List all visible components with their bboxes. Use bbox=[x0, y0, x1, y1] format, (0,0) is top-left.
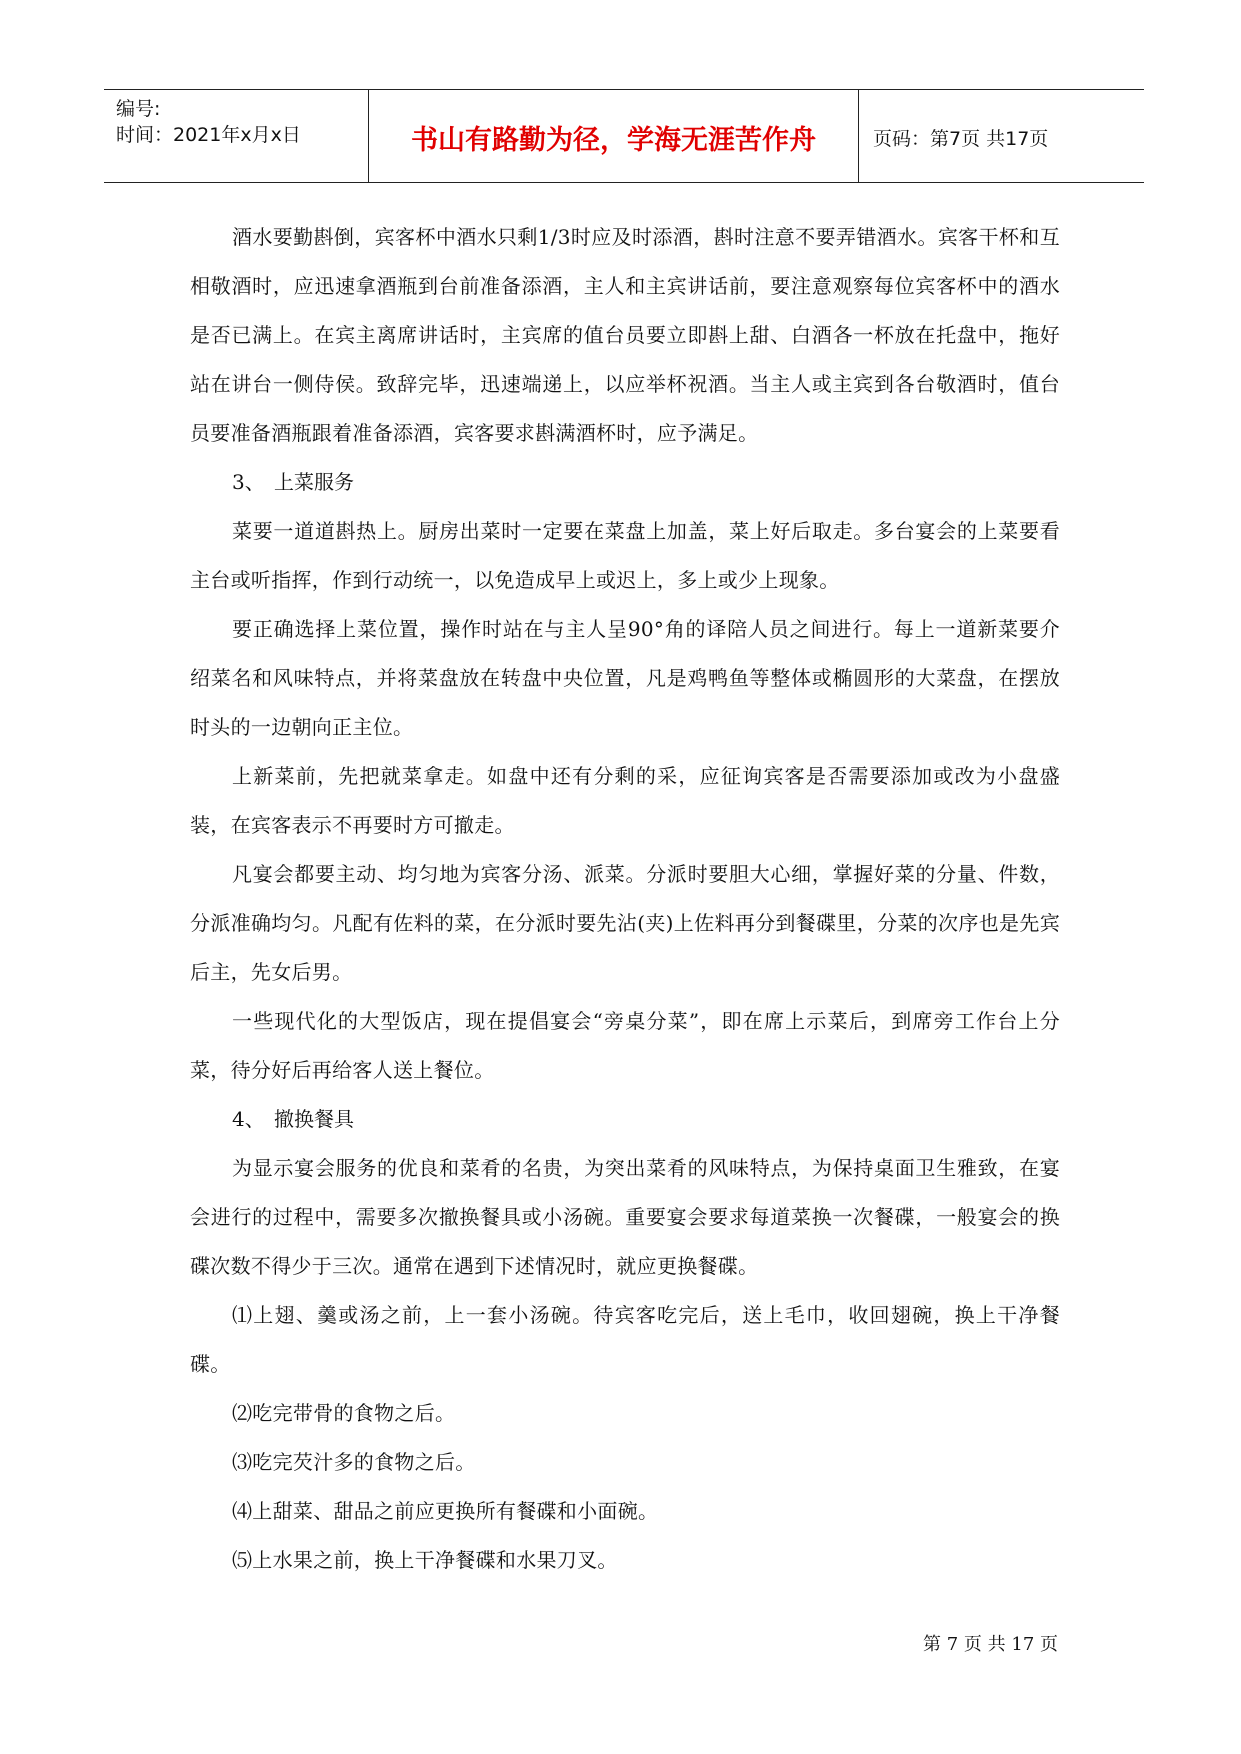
time-label: 时间：2021年x月x日 bbox=[116, 124, 301, 146]
page-label: 页码：第7页 共17页 bbox=[873, 128, 1049, 150]
paragraph-tableware-intro: 为显示宴会服务的优良和菜肴的名贵，为突出菜肴的风味特点，为保持桌面卫生雅致，在宴会进行的过程中，需要多次撤换餐具或小汤碗。重要宴会要求每道菜换一次餐碟，一般宴会的换碟次数不得少于三次。通常在遇到下述情况时，就应更换餐碟。 bbox=[190, 1156, 1060, 1278]
list-item-2: ⑵吃完带骨的食物之后。 bbox=[232, 1401, 456, 1425]
motto-text: 书山有路勤为径，学海无涯苦作舟 bbox=[411, 125, 816, 156]
paragraph-wine-service: 酒水要勤斟倒，宾客杯中酒水只剩1/3时应及时添酒，斟时注意不要弄错酒水。宾客干杯和互相敬酒时，应迅速拿酒瓶到台前准备添酒，主人和主宾讲话前，要注意观察每位宾客杯中的酒水是否已满上。在宾主离席讲话时，主宾席的值台员要立即斟上甜、白酒各一杯放在托盘中，拖好站在讲台一侧侍侯。致辞完毕，迅速端递上，以应举杯祝酒。当主人或主宾到各台敬酒时，值台员要准备酒瓶跟着准备添酒，宾客要求斟满酒杯时，应予满足。 bbox=[190, 225, 1060, 445]
list-item-5: ⑸上水果之前，换上干净餐碟和水果刀叉。 bbox=[232, 1548, 618, 1572]
document-header bbox=[104, 89, 1144, 183]
section-number: 4、 bbox=[232, 1107, 265, 1131]
list-item-4: ⑷上甜菜、甜品之前应更换所有餐碟和小面碗。 bbox=[232, 1499, 659, 1523]
section-title: 上菜服务 bbox=[274, 470, 354, 494]
header-page-cell bbox=[859, 90, 1144, 182]
paragraph-dish-order: 菜要一道道斟热上。厨房出菜时一定要在菜盘上加盖，菜上好后取走。多台宴会的上菜要看主台或听指挥，作到行动统一，以免造成早上或迟上，多上或少上现象。 bbox=[190, 519, 1060, 592]
paragraph-portioning: 凡宴会都要主动、均匀地为宾客分汤、派菜。分派时要胆大心细，掌握好菜的分量、件数，分派准确均匀。凡配有佐料的菜，在分派时要先沾(夹)上佐料再分到餐碟里，分菜的次序也是先宾后主，先女后男。 bbox=[190, 862, 1060, 984]
list-item-3: ⑶吃完芡汁多的食物之后。 bbox=[232, 1450, 476, 1474]
page-footer: 第 7 页 共 17 页 bbox=[923, 1634, 1058, 1655]
paragraph-side-table: 一些现代化的大型饭店，现在提倡宴会“旁桌分菜”，即在席上示菜后，到席旁工作台上分菜，待分好后再给客人送上餐位。 bbox=[190, 1009, 1060, 1082]
header-meta-cell bbox=[104, 90, 368, 182]
list-item-1: ⑴上翅、羹或汤之前，上一套小汤碗。待宾客吃完后，送上毛巾，收回翅碗，换上干净餐碟。 bbox=[190, 1303, 1060, 1376]
document-body bbox=[190, 213, 1060, 1585]
section-title: 撤换餐具 bbox=[274, 1107, 354, 1131]
paragraph-new-dish: 上新菜前，先把就菜拿走。如盘中还有分剩的采，应征询宾客是否需要添加或改为小盘盛装，在宾客表示不再要时方可撤走。 bbox=[190, 764, 1060, 837]
header-motto-cell bbox=[368, 90, 859, 182]
section-heading-changing-tableware bbox=[190, 1095, 1060, 1144]
paragraph-dish-position: 要正确选择上菜位置，操作时站在与主人呈90°角的译陪人员之间进行。每上一道新菜要介绍菜名和风味特点，并将菜盘放在转盘中央位置，凡是鸡鸭鱼等整体或椭圆形的大菜盘，在摆放时头的一边朝向正主位。 bbox=[190, 617, 1060, 739]
serial-label: 编号: bbox=[116, 98, 161, 120]
section-heading-serving-dishes bbox=[190, 458, 1060, 507]
section-number: 3、 bbox=[232, 470, 265, 494]
